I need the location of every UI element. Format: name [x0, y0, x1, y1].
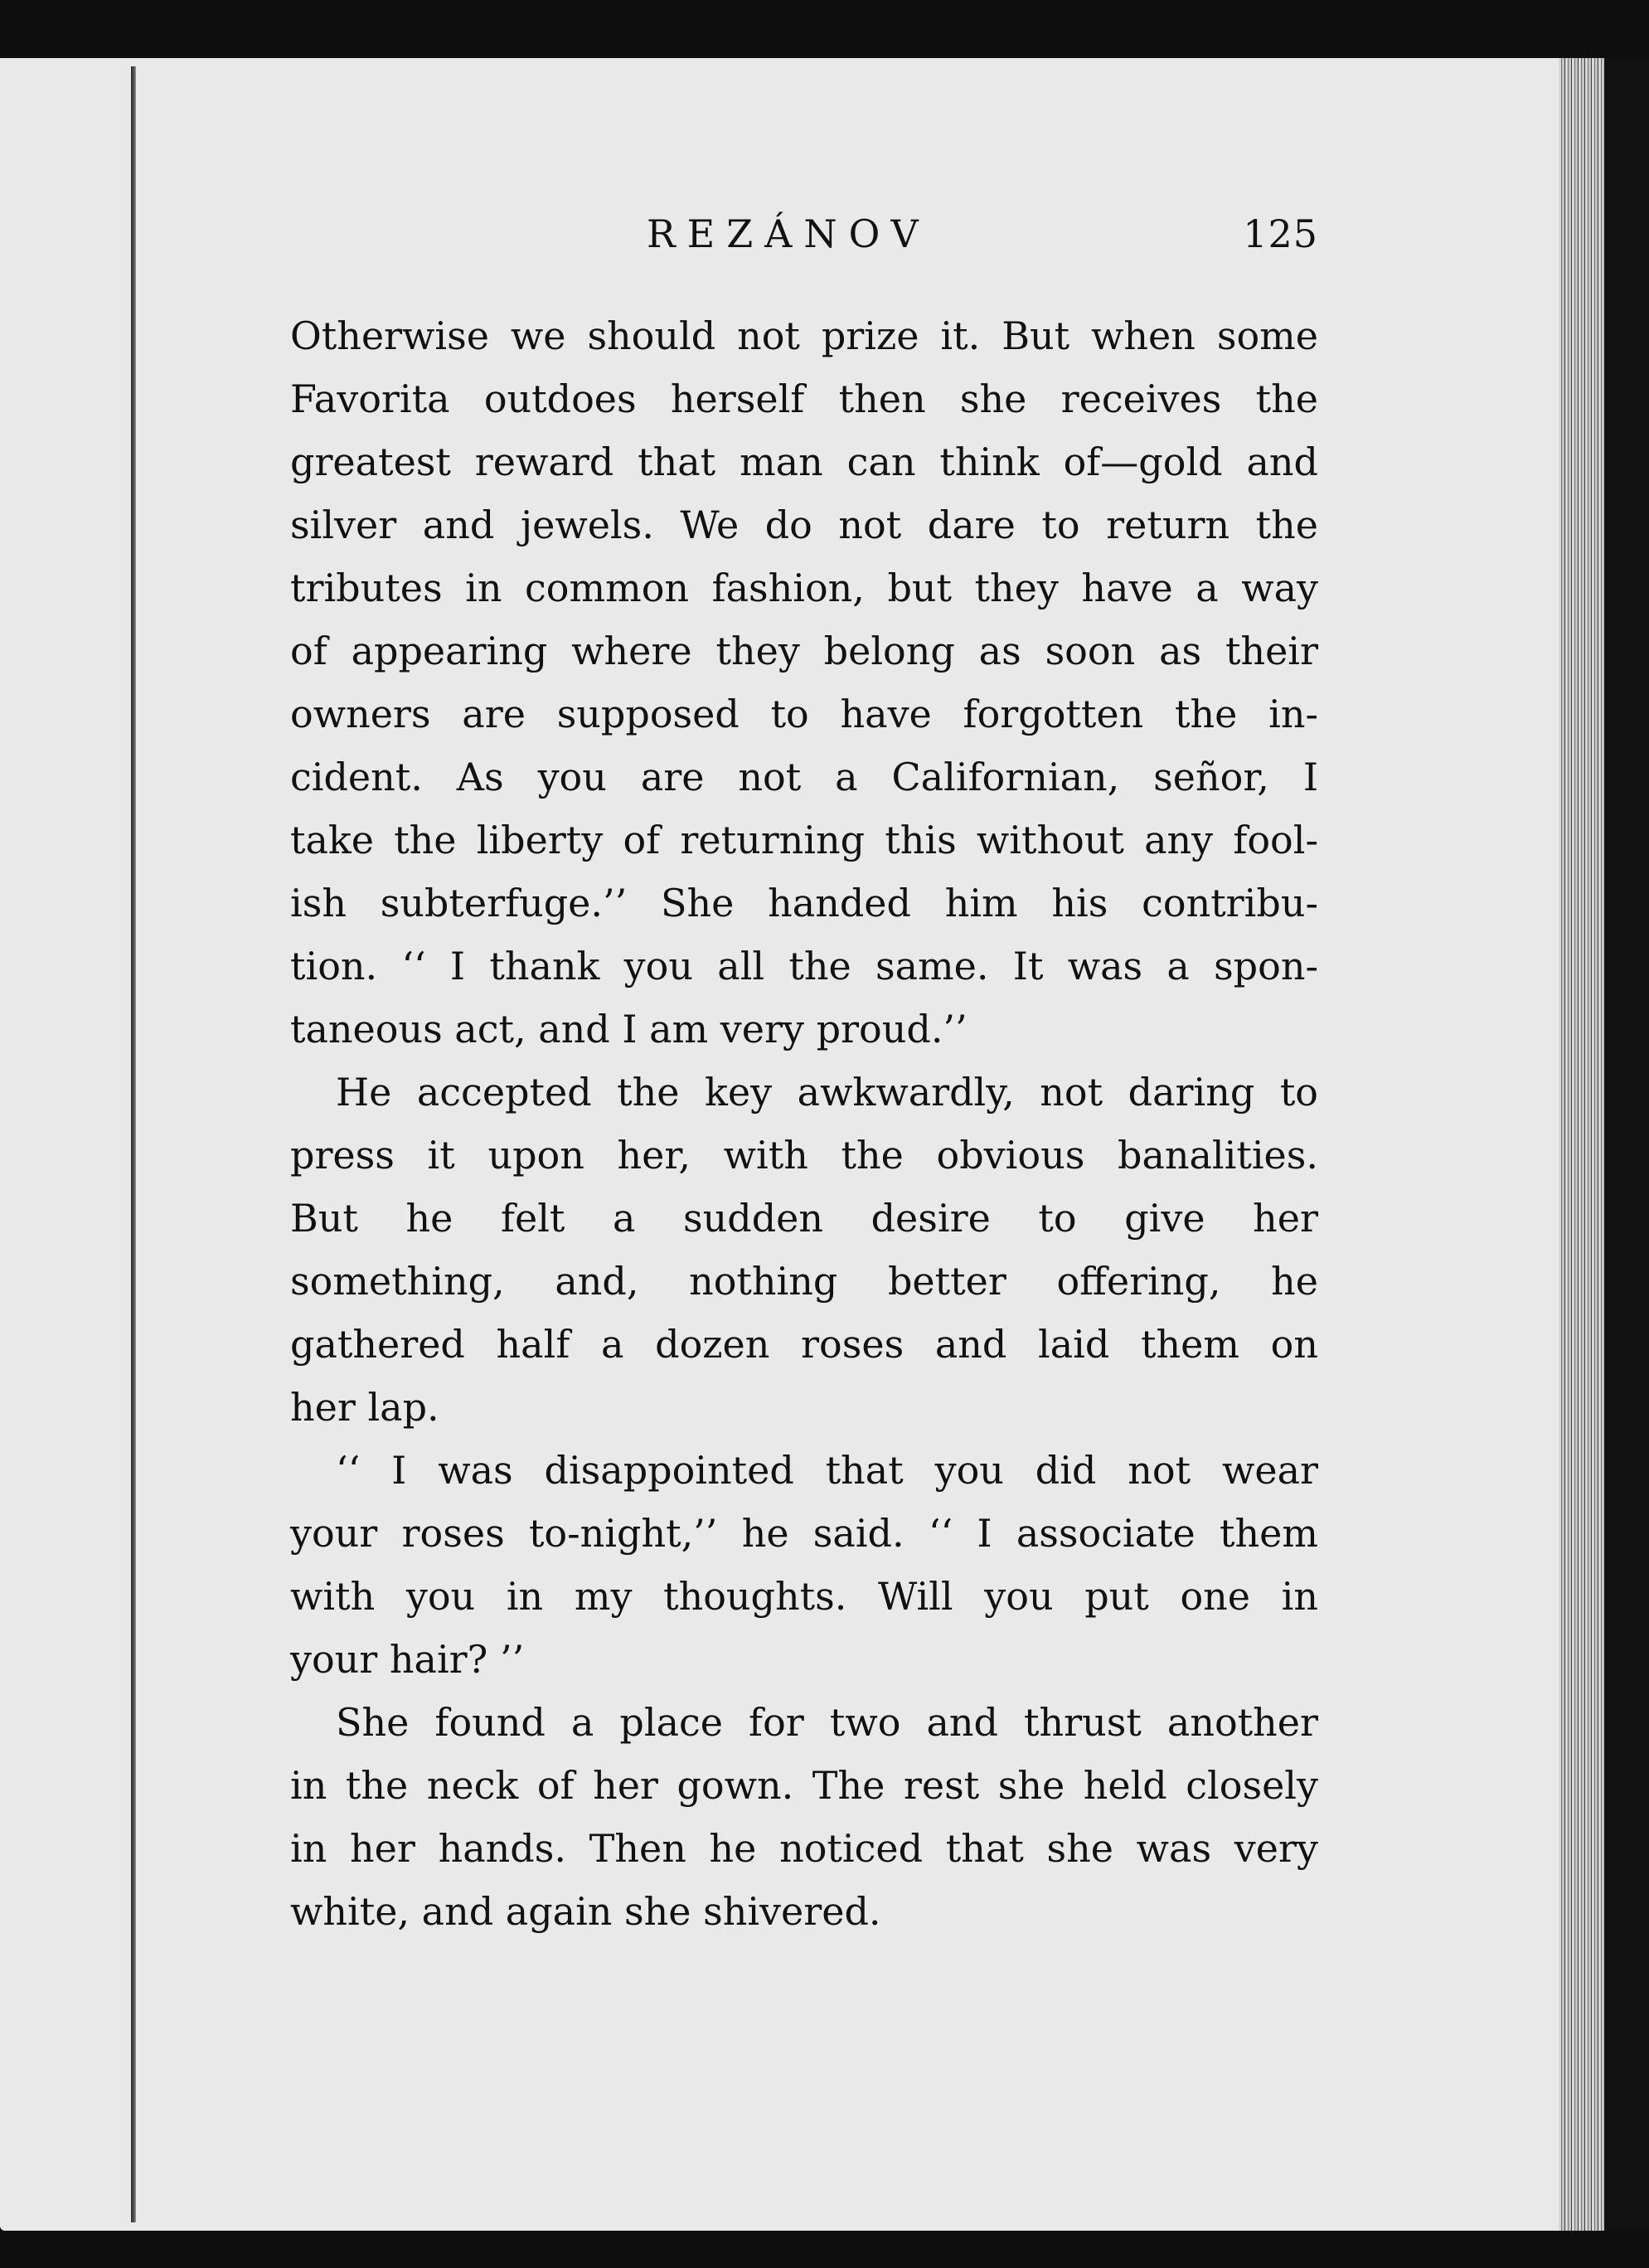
text-line: her lap. — [290, 1385, 439, 1430]
gutter-shadow — [131, 66, 136, 2222]
binding-shadow — [1604, 58, 1649, 2268]
text-line: ish subterfuge.’’ She handed him his contribu- — [290, 881, 1318, 925]
paragraph-start-line: He accepted the key awkwardly, not daring to — [336, 1070, 1318, 1115]
page-number: 125 — [1243, 211, 1318, 256]
paragraph-start-line: ‘‘ I was disappointed that you did not wear — [336, 1448, 1318, 1493]
text-line: press it upon her, with the obvious banalities. — [290, 1133, 1318, 1178]
text-line: silver and jewels. We do not dare to return the — [290, 503, 1318, 547]
paragraph-start-line: She found a place for two and thrust another — [336, 1700, 1318, 1745]
text-line: tributes in common fashion, but they have a way — [290, 566, 1318, 610]
text-line: owners are supposed to have forgotten the in- — [290, 692, 1318, 736]
text-line: take the liberty of returning this without any fool- — [290, 818, 1318, 862]
text-line: in her hands. Then he noticed that she was very — [290, 1826, 1318, 1871]
text-line: white, and again she shivered. — [290, 1889, 881, 1934]
text-line: with you in my thoughts. Will you put one in — [290, 1574, 1318, 1619]
running-head — [290, 211, 1318, 270]
text-line: your hair? ’’ — [290, 1637, 525, 1682]
text-line: something, and, nothing better offering, he — [290, 1259, 1318, 1304]
text-line: cident. As you are not a Californian, señor, I — [290, 755, 1318, 799]
text-line: greatest reward that man can think of—gold and — [290, 440, 1318, 484]
running-title: REZÁNOV — [647, 211, 930, 256]
text-line: Favorita outdoes herself then she receives the — [290, 376, 1318, 421]
text-line: Otherwise we should not prize it. But when some — [290, 313, 1318, 358]
text-line: tion. ‘‘ I thank you all the same. It was a spon- — [290, 944, 1318, 988]
text-line: gathered half a dozen roses and laid them on — [290, 1322, 1318, 1367]
text-line: of appearing where they belong as soon as their — [290, 629, 1318, 673]
text-line: your roses to-night,’’ he said. ‘‘ I associate them — [290, 1511, 1318, 1556]
text-line: taneous act, and I am very proud.’’ — [290, 1007, 968, 1051]
text-line: in the neck of her gown. The rest she held closely — [290, 1763, 1318, 1808]
text-line: But he felt a sudden desire to give her — [290, 1196, 1318, 1241]
scan-border-bottom — [0, 2231, 1649, 2268]
